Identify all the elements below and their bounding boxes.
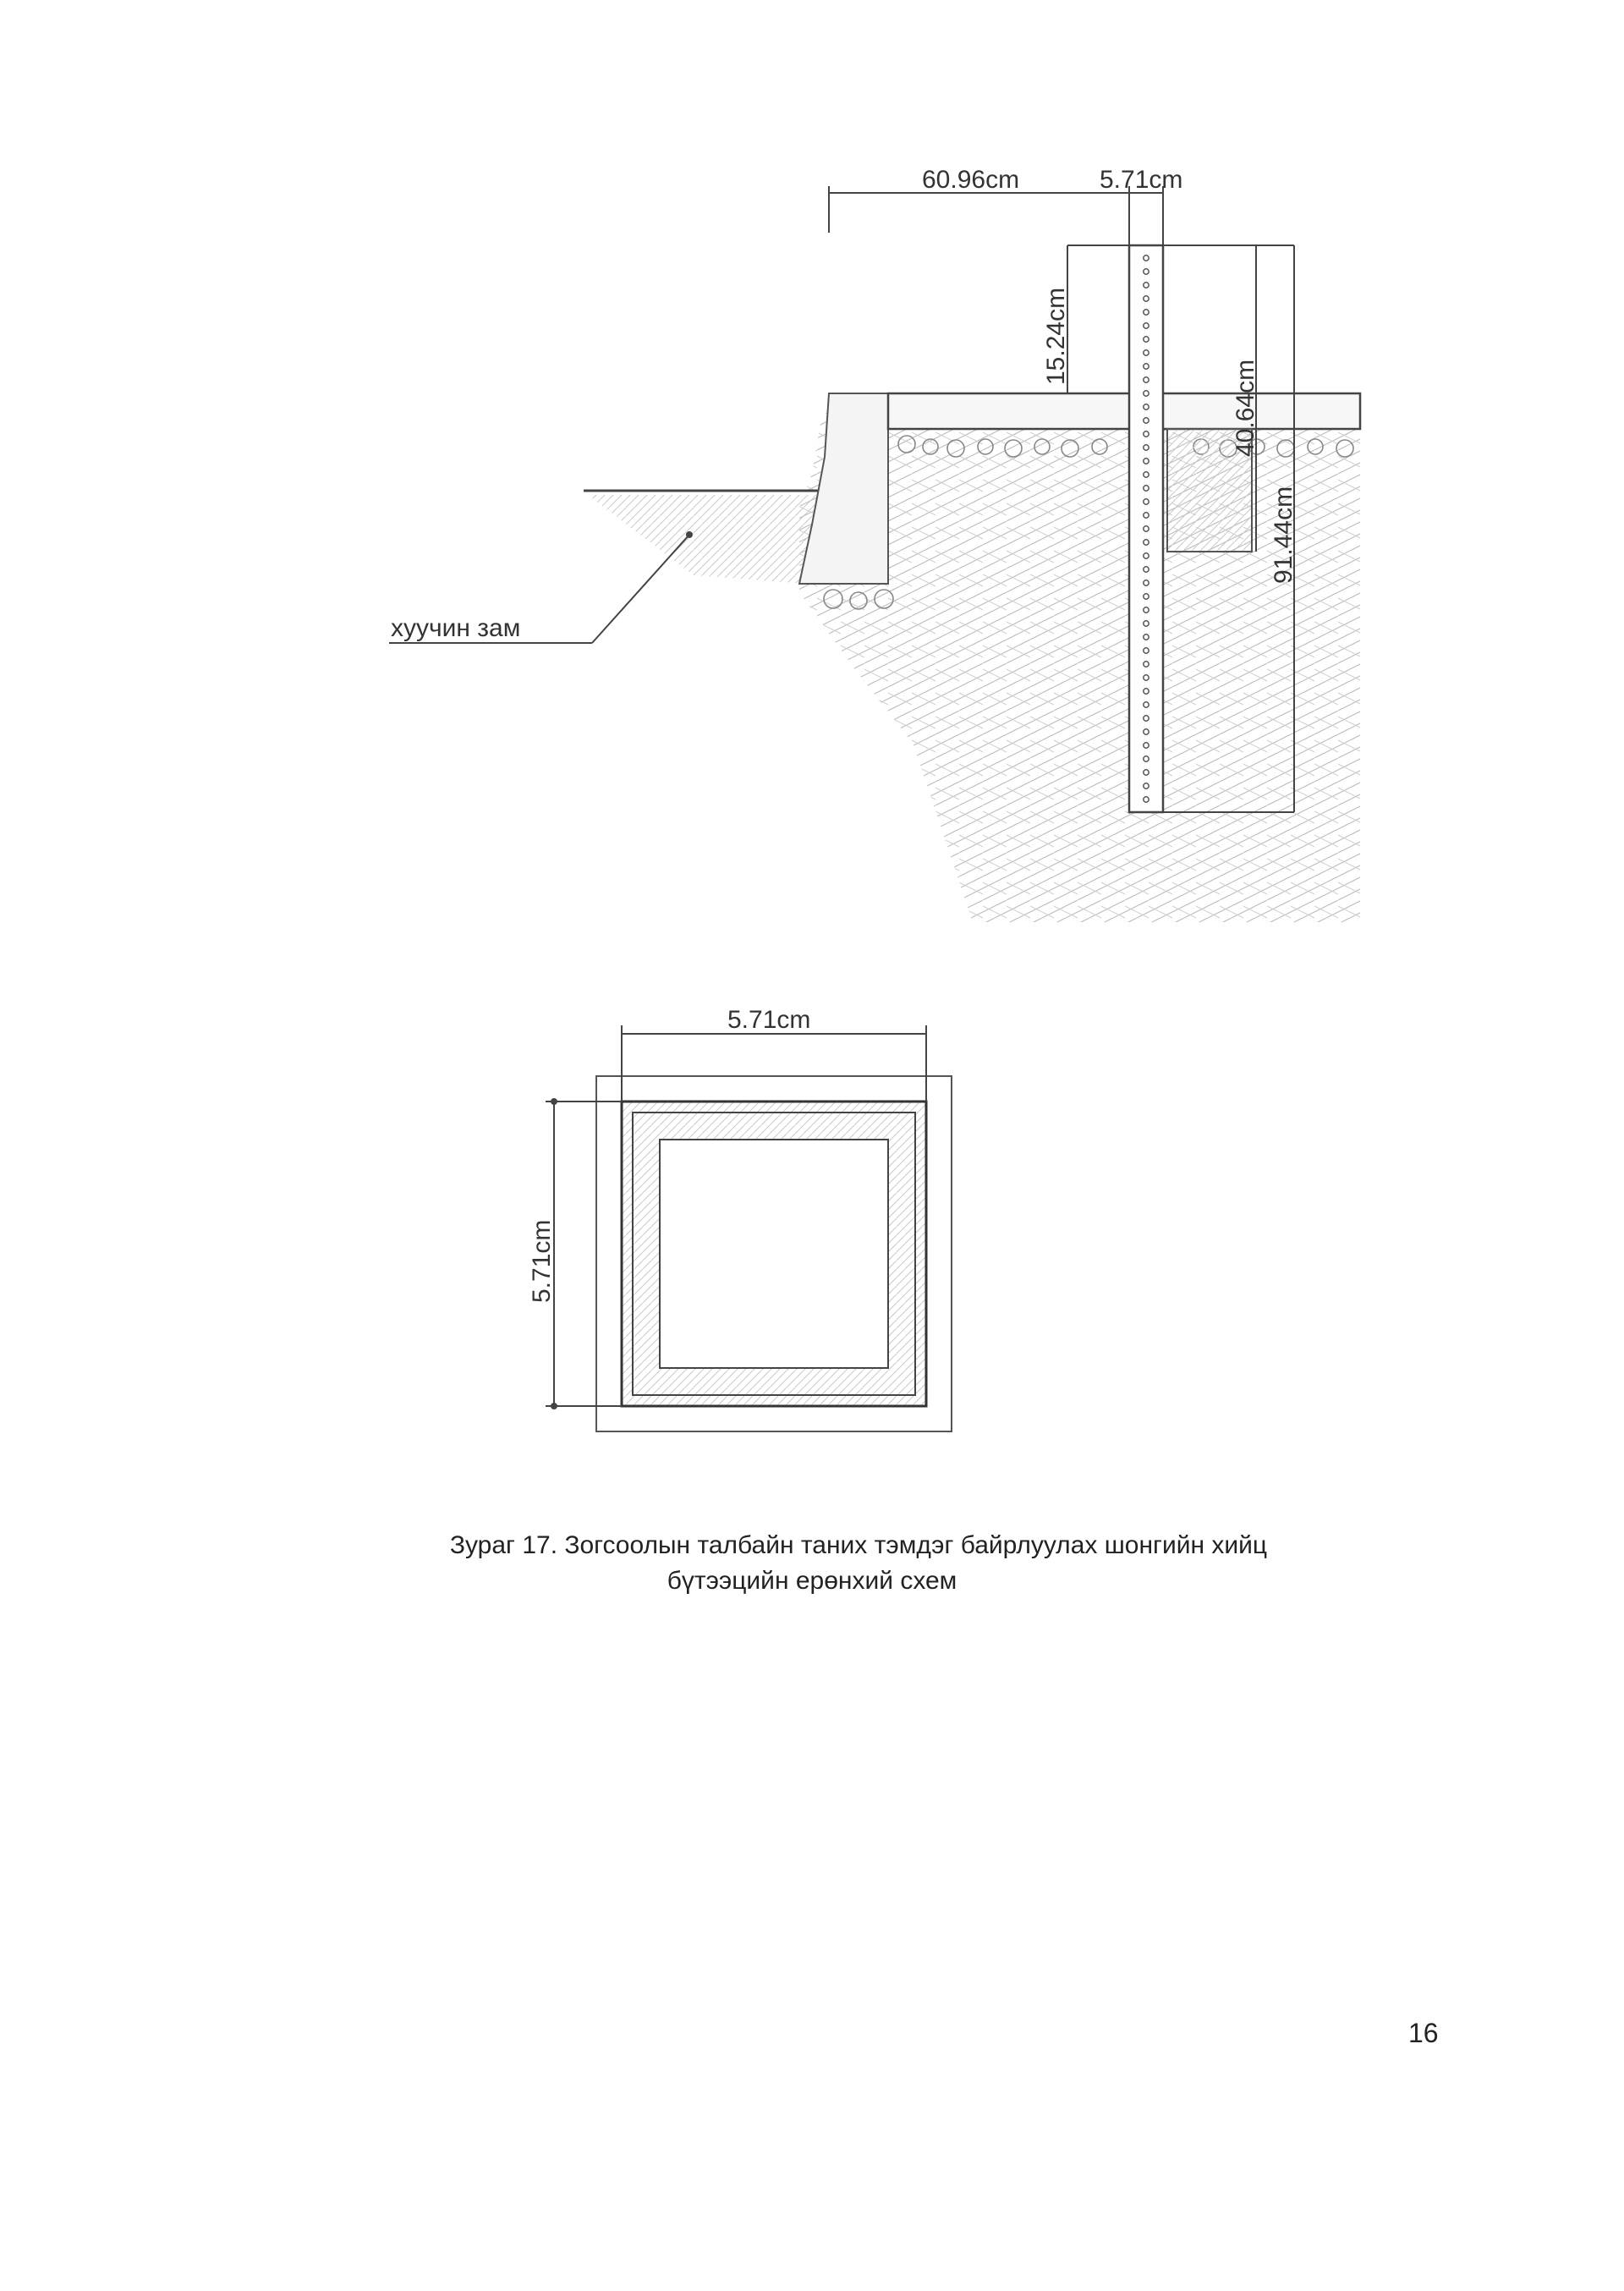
- old-road: [584, 491, 825, 584]
- plan-dim-width: [622, 1006, 926, 1102]
- perforated-post: [1129, 245, 1163, 812]
- dim-offset: [829, 166, 1129, 233]
- plan-dim-height-label: 5.71cm: [528, 1219, 556, 1303]
- dim-offset-label: 60.96cm: [922, 166, 1020, 194]
- dim-concrete-label: 40.64cm: [1232, 359, 1259, 457]
- figure-caption-line1: Зураг 17. Зогсоолын талбайн таних тэмдэг байрлуулах шонгийн хийц: [449, 1531, 1268, 1559]
- dim-above-ground: [1042, 245, 1133, 393]
- plan-dim-width-label: 5.71cm: [727, 1006, 811, 1034]
- plan-dim-height: [528, 1098, 622, 1409]
- tube-bore: [660, 1140, 888, 1368]
- plan-view: [528, 1006, 952, 1431]
- dim-post-width-label: 5.71cm: [1100, 166, 1183, 194]
- sidewalk-slab: [888, 393, 1360, 429]
- page-number: 16: [1408, 2018, 1439, 2048]
- figure-caption-line2: бүтээцийн ерөнхий схем: [667, 1567, 957, 1595]
- old-road-callout: [389, 531, 693, 643]
- dim-above-ground-label: 15.24cm: [1042, 287, 1070, 385]
- dim-post-width: [1100, 166, 1182, 245]
- dim-depth-label: 91.44cm: [1270, 486, 1298, 584]
- old-road-label: хуучин зам: [391, 614, 521, 642]
- section-view: [389, 166, 1360, 922]
